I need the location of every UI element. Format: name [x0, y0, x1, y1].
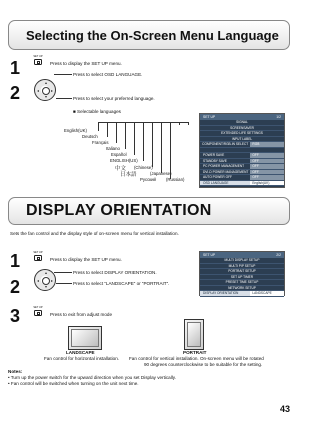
note-item: • Fan control will be switched when turning on the unit next time.: [8, 381, 139, 386]
menu-item-label: OSD LANGUAGE: [200, 181, 250, 186]
landscape-label: LANDSCAPE: [66, 350, 95, 355]
connector-line: [56, 98, 72, 99]
menu-item-label: COMPONENT/RGB-IN SELECT: [202, 142, 249, 146]
menu-item-label: [200, 148, 284, 153]
portrait-display-illustration: [184, 319, 204, 350]
section-title-osd-language: Selecting the On-Screen Menu Language: [8, 20, 290, 50]
arrow-right-icon[interactable]: [51, 90, 53, 92]
menu-item-label: SIGNAL: [236, 120, 248, 124]
menu-item-label: POWER SAVE: [203, 153, 225, 157]
language-espanol: Español: [111, 152, 127, 157]
step-number-2: 2: [10, 277, 21, 297]
menu-item-label: SCREENSAVER: [230, 125, 254, 130]
menu-item-label: PC POWER MANAGEMENT: [203, 164, 245, 168]
landscape-description: Fan control for horizontal installation.: [44, 356, 120, 361]
cursor-pad-icon[interactable]: [34, 269, 56, 291]
menu-title: SET UP: [203, 115, 216, 119]
arrow-up-icon[interactable]: [45, 82, 47, 84]
step2-instruction-b: Press to select “LANDSCAPE” or “PORTRAIT”.: [73, 281, 170, 286]
connector-line: [54, 272, 72, 273]
menu-row-selected[interactable]: [200, 291, 284, 297]
menu-item-value: OFF: [250, 164, 284, 169]
language-francais: Français: [92, 140, 109, 145]
section-title-display-orientation: DISPLAY ORIENTATION: [8, 197, 290, 225]
portrait-label: PORTRAIT: [183, 350, 207, 355]
menu-item-label: MULTI DISPLAY SETUP: [224, 258, 260, 262]
menu-item-label: EXTENDED LIFE SETTINGS: [221, 131, 263, 135]
setup-key-icon: [34, 310, 42, 316]
menu-item-label: DISPLAY ORIENTATION: [200, 291, 250, 296]
portrait-description-2: 90 degrees counterclockwise to be suitable for the setting.: [144, 362, 263, 367]
menu-item-value: OFF: [250, 175, 284, 180]
menu-item-label: DVI-D POWER MANAGEMENT: [203, 169, 249, 174]
menu-item-label: NETWORK SETUP: [228, 285, 256, 290]
menu-item-label: INPUT LABEL: [231, 136, 253, 141]
arrow-down-icon[interactable]: [45, 286, 47, 288]
menu-item-label: PRESET TIME SETUP: [225, 280, 259, 284]
step-number-3: 3: [10, 306, 21, 326]
leader-line: [188, 122, 189, 125]
leader-line: [179, 122, 180, 125]
menu-item-label: SET UP TIMER: [230, 274, 254, 279]
step1-instruction: Press to display the SET UP menu.: [50, 61, 122, 66]
menu-item-value: OFF: [250, 153, 284, 158]
menu-item-label: AUTO POWER OFF: [203, 175, 232, 179]
menu-page: 1/2: [276, 115, 281, 119]
language-english-uk: English(UK): [64, 128, 87, 133]
section-intro: Sets the fan control and the display style of on-screen menu for vertical installation.: [10, 231, 179, 236]
step3-instruction: Press to exit from adjust mode: [50, 312, 113, 317]
setup-key-icon: [34, 59, 42, 65]
language-japanese: 日本語: [120, 172, 137, 178]
step2-instruction-a: Press to select DISPLAY ORIENTATION.: [73, 270, 157, 275]
action-center-button[interactable]: [42, 277, 50, 285]
language-english-us: ENGLISH(US): [110, 158, 138, 163]
language-note-japanese: (Japanese): [150, 171, 172, 176]
menu-item-value: English(UK): [250, 181, 284, 186]
note-item: • Turn up the power switch for the upward direction when you set Display vertically.: [8, 375, 176, 380]
leader-line: [116, 122, 117, 143]
step1-instruction: Press to display the SET UP menu.: [50, 257, 122, 262]
cursor-pad-icon[interactable]: [34, 79, 56, 101]
menu-item-label: MULTI PIP SETUP: [228, 263, 256, 268]
step2-instruction-b: Press to select your preferred language.: [73, 96, 155, 101]
step2-instruction-a: Press to select OSD LANGUAGE.: [73, 72, 143, 77]
menu-item-value: OFF: [250, 170, 284, 175]
language-note-russian: (Russian): [166, 177, 185, 182]
step-number-2: 2: [10, 83, 21, 103]
arrow-left-icon[interactable]: [37, 280, 39, 282]
arrow-down-icon[interactable]: [45, 96, 47, 98]
notes-heading: Notes:: [8, 369, 23, 374]
landscape-display-illustration: [68, 326, 102, 350]
leader-line: [134, 122, 135, 155]
selectable-languages-heading: ■ Selectable languages: [73, 109, 121, 114]
arrow-left-icon[interactable]: [37, 90, 39, 92]
setup-button[interactable]: [31, 55, 45, 67]
leader-line: [161, 122, 162, 173]
menu-page: 2/2: [276, 253, 281, 257]
language-italiano: Italiano: [106, 146, 120, 151]
language-note-chinese: (Chinese): [134, 165, 153, 170]
menu-title: SET UP: [203, 253, 216, 257]
connector-line: [56, 283, 72, 284]
leader-line: [170, 122, 171, 179]
leader-line: [125, 122, 126, 149]
language-deutsch: Deutsch: [82, 134, 98, 139]
menu-item-value: LANDSCAPE: [250, 291, 284, 296]
connector-line: [54, 74, 72, 75]
leader-line: [98, 122, 99, 131]
leader-line: [152, 122, 153, 167]
setup-button-label: SET UP: [33, 251, 43, 254]
leader-line: [107, 122, 108, 137]
menu-row-selected[interactable]: [200, 181, 284, 187]
setup-button-label: SET UP: [33, 306, 43, 309]
step-number-1: 1: [10, 58, 21, 78]
setup-button[interactable]: [31, 251, 45, 263]
language-russian: Русский: [140, 177, 156, 182]
page-number: 43: [279, 404, 290, 414]
menu-item-label: STANDBY SAVE: [203, 158, 227, 163]
menu-item-value: RGB: [250, 142, 284, 147]
arrow-up-icon[interactable]: [45, 272, 47, 274]
setup-button-label: SET UP: [33, 55, 43, 58]
setup-menu-osd: [199, 113, 285, 188]
setup-menu-orientation: [199, 251, 285, 296]
setup-key-icon: [34, 255, 42, 261]
setup-button[interactable]: [31, 306, 45, 318]
portrait-description-1: Fan control for vertical installation. On-screen menu will be rotated: [129, 356, 264, 361]
menu-item-value: OFF: [250, 159, 284, 164]
language-chinese: 中文: [115, 166, 127, 172]
leader-line: [143, 122, 144, 161]
action-center-button[interactable]: [42, 87, 50, 95]
menu-item-label: PORTRAIT SETUP: [228, 269, 256, 273]
step-number-1: 1: [10, 251, 21, 271]
arrow-right-icon[interactable]: [51, 280, 53, 282]
